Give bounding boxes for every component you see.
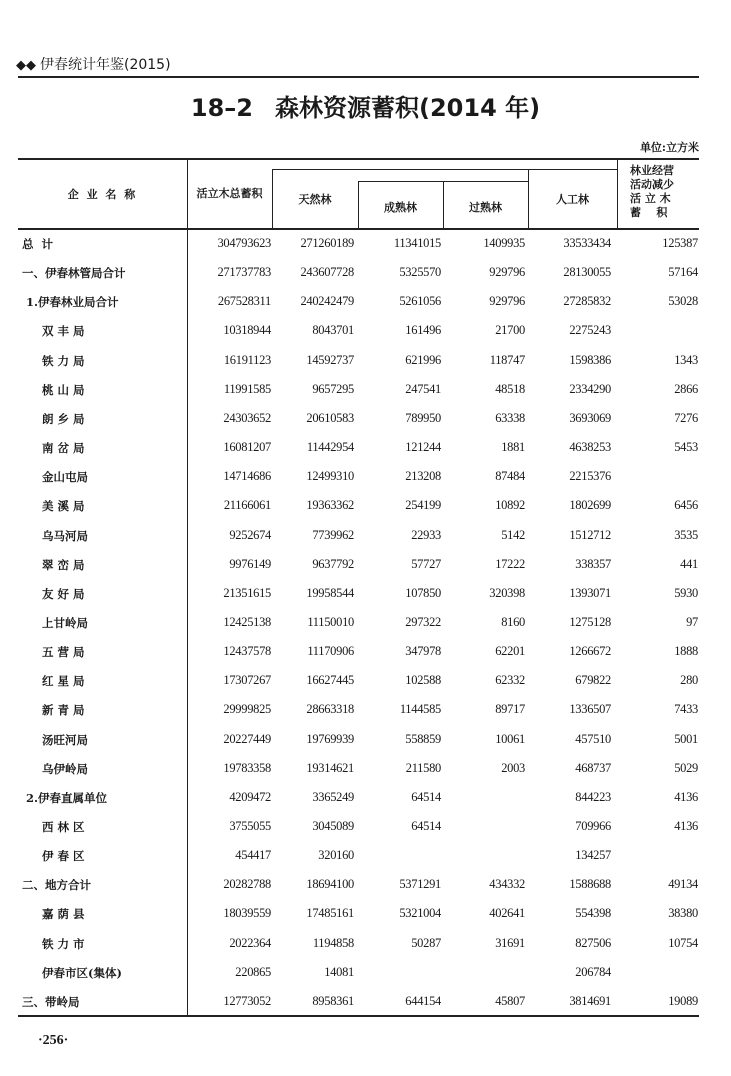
cell-value: 97 [686,614,698,629]
cell-value: 1266672 [569,644,611,659]
cell-value: 28130055 [563,265,611,280]
table-row [18,345,699,374]
cell-value: 57727 [411,556,441,571]
cell-value: 2866 [674,381,698,396]
cell-value: 1275128 [569,614,611,629]
table-row [18,578,699,607]
table-row [18,636,699,665]
cell-value: 3045089 [312,819,354,833]
row-label: 上甘岭局 [42,615,88,630]
cell-value: 8958361 [312,993,354,1008]
cell-value: 31691 [495,935,525,950]
row-label: 铁 力 市 [42,936,85,951]
cell-value: 21700 [495,323,525,338]
cell-value: 87484 [495,469,525,484]
cell-value: 10318944 [223,323,271,338]
header-enterprise-name: 企 业 名 称 [67,188,138,201]
cell-value: 929796 [489,294,525,309]
cell-value: 1598386 [569,352,611,367]
cell-value: 102588 [405,673,441,688]
cell-value: 213208 [405,469,441,484]
cell-value: 53028 [668,294,698,309]
table-row [18,753,699,782]
table-row [18,957,699,986]
table-row [18,840,699,869]
cell-value: 267528311 [217,294,271,309]
cell-value: 24303652 [223,410,271,425]
table-row [18,490,699,519]
row-label: 一、伊春林管局合计 [22,266,126,281]
row-label: 西 林 区 [42,820,85,834]
cell-value: 12425138 [223,614,271,629]
cell-value: 48518 [495,381,525,396]
cell-value: 11150010 [307,614,354,629]
cell-value: 280 [680,673,698,688]
cell-value: 5142 [501,527,525,542]
cell-value: 16191123 [223,352,271,367]
table-title: 森林资源蓄积(2014 年) [275,94,541,122]
cell-value: 7276 [674,410,698,425]
header-planted-forest: 人工林 [556,193,589,206]
table-row [18,607,699,636]
cell-value: 50287 [411,935,441,950]
row-label: 伊 春 区 [42,849,85,864]
cell-value: 220865 [235,964,271,979]
cell-value: 3814691 [569,993,611,1008]
cell-value: 211580 [405,760,441,775]
cell-value: 16081207 [223,440,271,455]
table-row [18,432,699,461]
cell-value: 3755055 [229,819,271,833]
header-divider [617,158,618,228]
unit-label: 单位:立方米 [639,141,699,154]
cell-value: 125387 [662,236,698,250]
header-line: 林业经营 [630,164,674,177]
cell-value: 338357 [575,556,611,571]
table-row [18,228,699,257]
table-row [18,315,699,344]
header-natural-forest: 天然林 [298,193,332,206]
cell-value: 107850 [405,585,441,600]
row-label: 红 星 局 [42,674,85,689]
cell-value: 17222 [495,556,525,571]
cell-value: 21166061 [223,498,271,513]
cell-value: 1194858 [312,935,354,950]
diamond-icon: ◆◆ [16,58,36,73]
cell-value: 2275243 [569,323,611,338]
cell-value: 1393071 [569,585,611,600]
cell-value: 789950 [405,410,441,425]
cell-value: 441 [680,556,698,571]
cell-value: 7433 [674,702,698,717]
cell-value: 18694100 [306,877,354,892]
row-label: 友 好 局 [42,586,85,601]
cell-value: 21351615 [223,585,271,600]
cell-value: 554398 [575,906,611,921]
cell-value: 17307267 [223,673,271,688]
row-label: 美 溪 局 [42,499,85,514]
cell-value: 20610583 [306,410,354,425]
cell-value: 5371291 [399,877,441,892]
row-label: 金山屯局 [42,470,88,485]
cell-value: 18039559 [223,906,271,921]
cell-value: 7739962 [312,527,354,542]
header-line: 蓄 积 [630,206,668,219]
cell-value: 134257 [575,848,611,863]
cell-value: 49134 [668,877,698,892]
table-row [18,286,699,315]
cell-value: 3693069 [569,410,611,425]
cell-value: 12773052 [223,993,271,1008]
page-number: ·256· [38,1033,69,1048]
cell-value: 38380 [668,906,698,921]
table-row [18,520,699,549]
cell-value: 558859 [405,731,441,746]
cell-value: 5001 [674,731,698,746]
yearbook-title: 伊春统计年鉴(2015) [40,57,171,73]
cell-value: 3365249 [312,789,354,804]
row-label: 2.伊春直属单位 [26,790,108,805]
cell-value: 28663318 [306,702,354,717]
cell-value: 22933 [411,527,441,542]
cell-value: 644154 [405,993,441,1008]
cell-value: 243607728 [300,265,354,280]
header-total-volume: 活立木总蓄积 [196,187,263,200]
row-label: 新 青 局 [42,703,85,718]
cell-value: 457510 [575,731,611,746]
cell-value: 271737783 [217,265,271,280]
cell-value: 1144585 [399,702,441,717]
cell-value: 20227449 [223,731,271,746]
cell-value: 434332 [489,877,525,892]
cell-value: 19089 [668,993,698,1008]
cell-value: 161496 [405,323,441,338]
table-row [18,782,699,811]
cell-value: 1888 [674,644,698,659]
row-label: 乌马河局 [42,528,88,543]
cell-value: 2003 [501,760,525,775]
cell-value: 5029 [674,760,698,775]
cell-value: 118747 [489,352,525,367]
table-row [18,928,699,957]
cell-value: 14081 [324,964,354,979]
cell-value: 10061 [495,731,525,746]
row-label: 三、带岭局 [22,994,80,1009]
cell-value: 320398 [489,585,525,600]
cell-value: 62332 [495,673,525,688]
cell-value: 297322 [405,614,441,629]
header-span-line [272,169,617,170]
cell-value: 621996 [405,352,441,367]
table-row [18,986,699,1015]
header-line: 活 立 木 [630,192,671,205]
cell-value: 468737 [575,760,611,775]
cell-value: 8043701 [312,323,354,338]
cell-value: 347978 [405,644,441,659]
cell-value: 2334290 [569,381,611,396]
cell-value: 33533434 [563,236,611,250]
cell-value: 5321004 [399,906,441,921]
cell-value: 45807 [495,993,525,1008]
cell-value: 4209472 [229,789,271,804]
table-number: 18–2 [190,94,253,122]
table-row [18,374,699,403]
row-label: 汤旺河局 [42,732,88,747]
cell-value: 254199 [405,498,441,513]
cell-value: 271260189 [300,236,354,250]
cell-value: 1881 [501,440,525,455]
row-label: 乌伊岭局 [42,761,88,776]
cell-value: 5325570 [399,265,441,280]
cell-value: 19783358 [223,760,271,775]
cell-value: 6456 [674,498,698,513]
cell-value: 19958544 [306,585,354,600]
table-row [18,898,699,927]
header-overmature-forest: 过熟林 [469,201,502,214]
cell-value: 844223 [575,789,611,804]
cell-value: 19769939 [306,731,354,746]
cell-value: 10754 [668,935,698,950]
cell-value: 19363362 [306,498,354,513]
cell-value: 121244 [405,440,441,455]
cell-value: 3535 [674,527,698,542]
cell-value: 1336507 [569,702,611,717]
cell-value: 2022364 [229,935,271,950]
table-row [18,694,699,723]
table-top-rule [18,158,699,160]
cell-value: 11991585 [223,381,271,396]
cell-value: 929796 [489,265,525,280]
cell-value: 5261056 [399,294,441,309]
cell-value: 27285832 [563,294,611,309]
cell-value: 11341015 [393,236,441,250]
running-head [16,54,171,74]
row-label: 铁 力 局 [42,353,85,368]
cell-value: 9657295 [312,381,354,396]
cell-value: 19314621 [306,760,354,775]
table-row [18,549,699,578]
cell-value: 679822 [575,673,611,688]
cell-value: 9976149 [229,556,271,571]
table-row [18,724,699,753]
row-label: 伊春市区(集体) [42,965,122,980]
table-row [18,403,699,432]
cell-value: 454417 [235,848,271,863]
cell-value: 14592737 [306,352,354,367]
cell-value: 402641 [489,906,525,921]
cell-value: 304793623 [217,236,271,250]
header-rule [18,76,699,78]
cell-value: 4638253 [569,440,611,455]
cell-value: 20282788 [223,877,271,892]
table-row [18,869,699,898]
cell-value: 62201 [495,644,525,659]
cell-value: 4136 [674,789,698,804]
cell-value: 1802699 [569,498,611,513]
cell-value: 320160 [318,848,354,863]
header-reduction-volume [630,164,690,220]
cell-value: 709966 [575,819,611,833]
cell-value: 16627445 [306,673,354,688]
cell-value: 9637792 [312,556,354,571]
cell-value: 10892 [495,498,525,513]
row-label: 总 计 [22,237,54,251]
row-label: 嘉 荫 县 [42,907,85,922]
row-label: 二、地方合计 [22,878,91,893]
cell-value: 1512712 [569,527,611,542]
table-row [18,461,699,490]
cell-value: 1588688 [569,877,611,892]
cell-value: 89717 [495,702,525,717]
cell-value: 247541 [405,381,441,396]
row-label: 五 营 局 [42,645,85,660]
cell-value: 12437578 [223,644,271,659]
cell-value: 12499310 [306,469,354,484]
cell-value: 57164 [668,265,698,280]
cell-value: 5930 [674,585,698,600]
cell-value: 240242479 [300,294,354,309]
cell-value: 14714686 [223,469,271,484]
cell-value: 206784 [575,964,611,979]
header-mature-forest: 成熟林 [384,201,417,214]
row-label: 翠 峦 局 [42,557,85,572]
cell-value: 9252674 [229,527,271,542]
table-row [18,257,699,286]
table-row [18,811,699,840]
header-line: 活动减少 [630,178,674,191]
cell-value: 827506 [575,935,611,950]
cell-value: 5453 [674,440,698,455]
cell-value: 17485161 [306,906,354,921]
table-row [18,665,699,694]
cell-value: 63338 [495,410,525,425]
row-label: 朗 乡 局 [42,411,85,426]
cell-value: 64514 [411,819,441,833]
cell-value: 8160 [501,614,525,629]
cell-value: 1409935 [483,236,525,250]
table-bottom-rule [18,1015,699,1017]
row-label: 桃 山 局 [42,382,85,397]
row-label: 1.伊春林业局合计 [26,295,119,310]
cell-value: 29999825 [223,702,271,717]
cell-value: 1343 [674,352,698,367]
page-title [0,88,731,123]
cell-value: 4136 [674,819,698,833]
cell-value: 2215376 [569,469,611,484]
row-label: 双 丰 局 [42,324,85,339]
cell-value: 11442954 [306,440,354,455]
cell-value: 64514 [411,789,441,804]
cell-value: 11170906 [307,644,354,659]
row-label: 南 岔 局 [42,441,85,456]
